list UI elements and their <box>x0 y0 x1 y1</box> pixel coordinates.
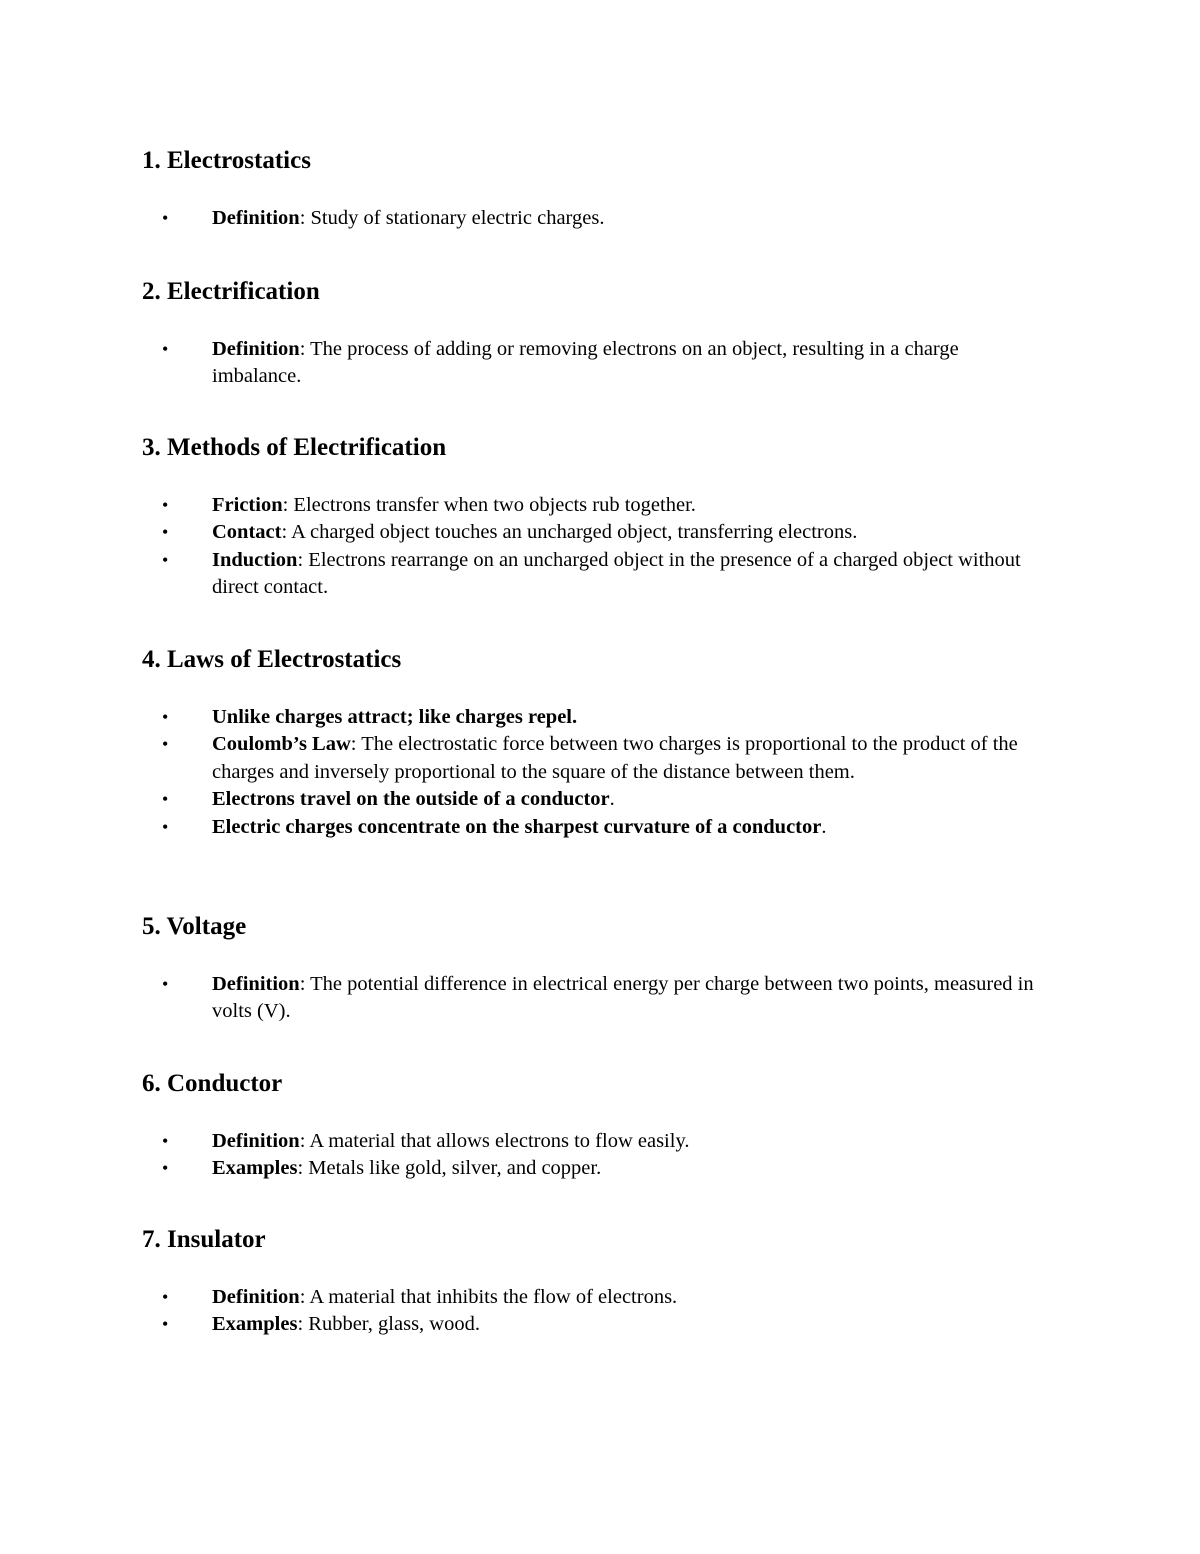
bullet-icon: • <box>162 789 169 810</box>
list-item <box>142 205 1042 232</box>
item-separator: : <box>299 1130 310 1152</box>
bullet-icon: • <box>162 1314 169 1335</box>
section-electrification <box>142 277 1042 388</box>
list-item <box>142 786 1042 813</box>
bullet-icon: • <box>162 208 169 228</box>
bullet-icon: • <box>162 974 169 994</box>
item-text: Metals like gold, silver, and copper. <box>308 1157 602 1180</box>
item-term: Definition <box>212 1130 300 1152</box>
list-item <box>142 1284 1042 1311</box>
bullet-icon: • <box>162 522 169 543</box>
section-conductor <box>142 1069 1042 1180</box>
section-electrostatics <box>142 146 1042 229</box>
item-term: Coulomb’s Law <box>212 733 351 756</box>
bullet-list <box>142 492 1042 602</box>
bullet-icon: • <box>162 1287 169 1307</box>
item-text: A material that allows electrons to flow easily. <box>309 1130 690 1152</box>
bullet-icon: • <box>162 495 169 515</box>
item-text: The process of adding or removing electrons on an object, resulting in a charge imbalance. <box>212 338 959 388</box>
section-heading: 5. Voltage <box>142 913 247 940</box>
item-separator: : <box>282 494 294 516</box>
list-item <box>142 1155 1042 1182</box>
item-term: Induction <box>212 548 298 571</box>
item-term: Examples <box>212 1313 298 1336</box>
bullet-icon: • <box>162 734 169 755</box>
section-laws-of-electrostatics <box>142 645 1042 838</box>
bullet-list <box>142 971 1042 1026</box>
section-heading: 3. Methods of Electrification <box>142 434 447 461</box>
item-text: Electrons transfer when two objects rub together. <box>293 494 696 516</box>
item-term: Definition <box>212 1286 300 1308</box>
section-voltage <box>142 912 1042 1023</box>
item-text: A charged object touches an uncharged object, transferring electrons. <box>291 521 858 544</box>
item-separator: : <box>281 521 292 544</box>
item-term: Definition <box>212 207 300 229</box>
bullet-list <box>142 336 1042 391</box>
item-term: Definition <box>212 973 300 995</box>
bullet-list <box>142 1128 1042 1183</box>
bullet-icon: • <box>162 549 169 570</box>
bullet-list <box>142 704 1042 841</box>
section-heading: 7. Insulator <box>142 1226 266 1253</box>
item-text: The electrostatic force between two charges is proportional to the product of the charges and inversely proportional to the square of the distance between them. <box>212 733 1018 783</box>
list-item <box>142 492 1042 519</box>
item-separator: : <box>297 1157 309 1180</box>
item-term: Definition <box>212 338 300 360</box>
item-separator: : <box>297 1313 309 1336</box>
bullet-icon: • <box>162 1158 169 1179</box>
section-heading: 1. Electrostatics <box>142 147 311 174</box>
list-item <box>142 704 1042 731</box>
item-separator: : <box>297 548 309 571</box>
item-text: The potential difference in electrical energy per charge between two points, measured in volts (V). <box>212 973 1034 1023</box>
item-separator: : <box>299 973 311 995</box>
list-item <box>142 336 1042 391</box>
item-term: Friction <box>212 494 283 516</box>
section-insulator <box>142 1225 1042 1336</box>
bullet-icon: • <box>162 816 169 837</box>
item-term: Electric charges concentrate on the sharpest curvature of a conductor <box>212 815 822 838</box>
item-term: Contact <box>212 521 282 544</box>
item-text: Electrons rearrange on an uncharged object in the presence of a charged object without direct contact. <box>212 548 1021 599</box>
bullet-icon: • <box>162 707 169 727</box>
list-item <box>142 547 1042 602</box>
item-term: Unlike charges attract; like charges repel. <box>212 706 578 728</box>
bullet-list <box>142 1284 1042 1339</box>
bullet-icon: • <box>162 1131 169 1151</box>
list-item <box>142 519 1042 546</box>
item-text: Rubber, glass, wood. <box>308 1313 480 1336</box>
item-term: Examples <box>212 1157 298 1180</box>
item-term: Electrons travel on the outside of a conductor <box>212 788 610 811</box>
list-item <box>142 814 1042 841</box>
bullet-list <box>142 205 1042 232</box>
list-item <box>142 1128 1042 1155</box>
item-separator: : <box>299 207 311 229</box>
list-item <box>142 971 1042 1026</box>
item-separator: : <box>350 733 362 756</box>
list-item <box>142 731 1042 786</box>
list-item <box>142 1311 1042 1338</box>
section-heading: 2. Electrification <box>142 278 320 305</box>
item-separator: . <box>609 788 615 811</box>
item-separator: : <box>299 1286 310 1308</box>
section-heading: 4. Laws of Electrostatics <box>142 646 402 673</box>
bullet-icon: • <box>162 339 169 359</box>
item-text: A material that inhibits the flow of electrons. <box>309 1286 678 1308</box>
item-separator: . <box>821 815 827 838</box>
section-methods-of-electrification <box>142 433 1042 599</box>
item-separator: : <box>299 338 311 360</box>
item-text: Study of stationary electric charges. <box>310 207 605 229</box>
section-heading: 6. Conductor <box>142 1070 283 1097</box>
